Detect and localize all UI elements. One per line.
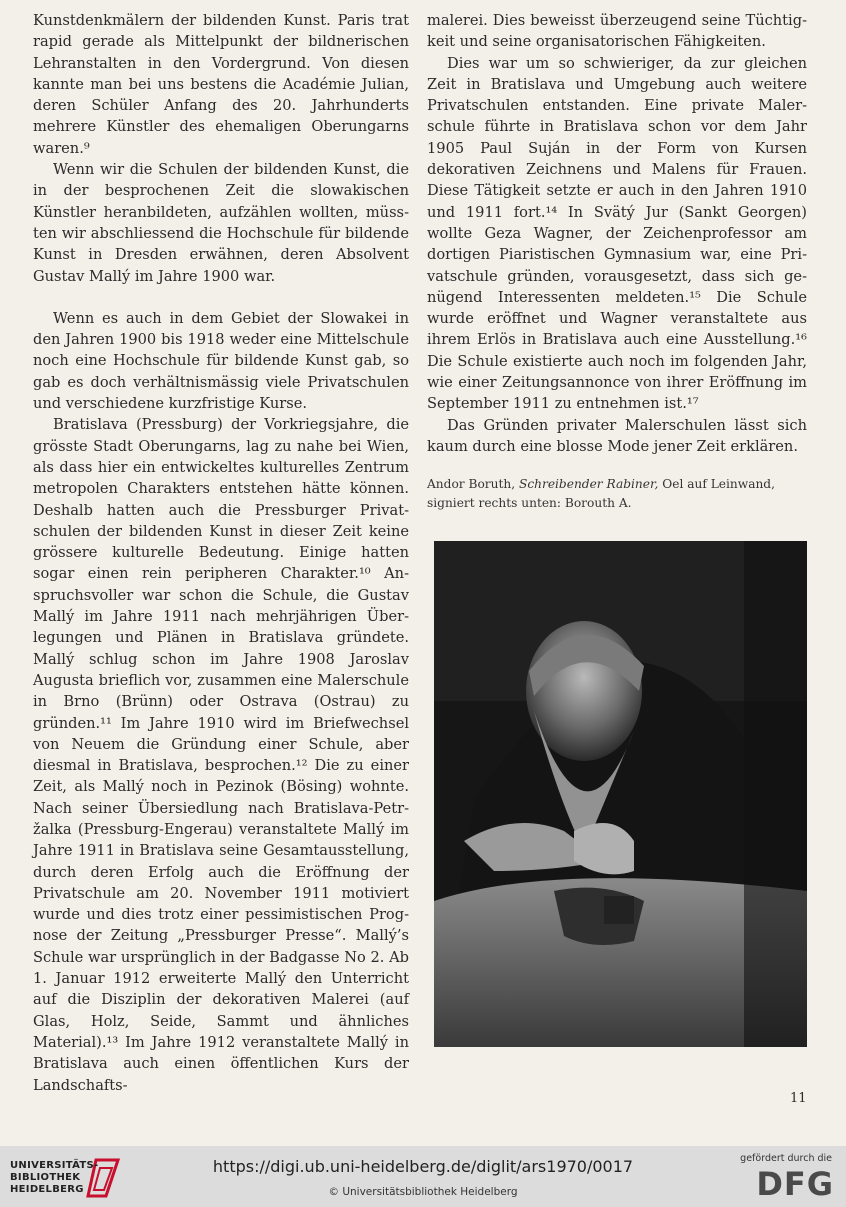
paragraph: Dies war um so schwieriger, da zur gleichen Zeit in Bratislava und Umgebung auch weitere Privatschulen entstanden. Eine private Malerschule führte in Bratislava schon vor dem Jahr 1905 Paul Suján in der Form von Kursen dekorativen Zeichnens und Malens für Frauen. Diese Tätigkeit setzte er auch in den Jahren 1910 und 1911 fort.¹⁴ In Svätý Jur (Sankt Georgen) wollte Geza Wagner, der Zeichenprofessor am dortigen Piaristischen Gymnasium war, eine Privatschule gründen, vorausgesetzt, dass sich genügend Interessenten meldeten.¹⁵ Die Schule wurde eröffnet und Wagner veranstaltete aus ihrem Erlös in Bratislava auch eine Ausstellung.¹⁶ Die Schule existierte auch noch im folgenden Jahr, wie einer Zeitungsannonce von ihrer Eröffnung im September 1911 zu entnehmen ist.¹⁷ (427, 54, 807, 413)
paragraph: malerei. Dies beweisst überzeugend seine Tüchtigkeit und seine organisatorischen Fähigkeiten. (427, 12, 807, 51)
paragraph: Wenn es auch in dem Gebiet der Slowakei in den Jahren 1900 bis 1918 weder eine Mittelschule noch eine Hochschule für bildende Kunst gab, so gab es doch verhältnismässig viele Privatschulen und verschiedene kurzfristige Kurse. (33, 309, 409, 413)
permalink-url[interactable]: https://digi.ub.uni-heidelberg.de/diglit/ars1970/0017 (212, 1157, 634, 1176)
caption-details: Oel auf Leinwand, signiert rechts unten: Borouth A. (427, 477, 775, 511)
caption-title: Schreibender Rabiner, (518, 477, 659, 492)
dfg-logo[interactable]: DFG (756, 1165, 834, 1203)
caption-author: Andor Boruth, (427, 477, 519, 492)
paragraph: Wenn wir die Schulen der bildenden Kunst, die in der besprochenen Zeit die slowakischen Künstler heranbildeten, aufzählen wollten, müssten wir abschliessend die Hochschule für bildende Kunst in Dresden erwähnen, deren Absolvent Gustav Mallý im Jahre 1900 war. (33, 161, 409, 285)
university-name: UNIVERSITÄTS- BIBLIOTHEK HEIDELBERG (10, 1160, 99, 1195)
right-column (427, 10, 807, 513)
page-number: 11 (790, 1091, 807, 1106)
figure-caption (427, 475, 807, 513)
copyright-notice: © Universitätsbibliothek Heidelberg (328, 1186, 518, 1198)
painting-image (434, 541, 807, 1047)
footer-bar (0, 1146, 846, 1207)
funding-caption: gefördert durch die (740, 1153, 832, 1164)
left-column (33, 10, 409, 1096)
paragraph: Kunstdenkmälern der bildenden Kunst. Paris trat rapid gerade als Mittelpunkt der bildnerischen Lehranstalten in den Vordergrund. Von diesen kannte man bei uns bestens die Académie Julian, deren Schüler Anfang des 20. Jahrhunderts mehrere Künstler des ehemaligen Oberungarns waren.⁹ (33, 12, 409, 157)
paragraph: Bratislava (Pressburg) der Vorkriegsjahre, die grösste Stadt Oberungarns, lag zu nahe bei Wien, als dass hier ein entwickeltes kulturelles Zentrum metropolen Charakters entstehen hätte können. Deshalb hatten auch die Pressburger Privatschulen der bildenden Kunst in dieser Zeit keine grössere kulturelle Bedeutung. Einige hatten sogar einen rein peripheren Charakter.¹⁰ Anspruchsvoller war schon die Schule, die Gustav Mallý im Jahre 1911 nach mehrjährigen Überlegungen und Plänen in Bratislava gründete. Mallý schlug schon im Jahre 1908 Jaroslav Augusta brieflich vor, zusammen eine Malerschule in Brno (Brünn) oder Ostrava (Ostrau) zu gründen.¹¹ Im Jahre 1910 wird im Briefwechsel von Neuem die Gründung einer Schule, aber diesmal in Bratislava, besprochen.¹² Die zu einer Zeit, als Mallý noch in Pezinok (Bösing) wohnte. Nach seiner Übersiedlung nach Bratislava-Petržalka (Pressburg-Engerau) veranstaltete Mallý im Jahre 1911 in Bratislava seine Gesamtausstellung, durch deren Erfolg auch die Eröffnung der Privatschule am 20. November 1911 motiviert wurde und dies trotz einer pessimistischen Prognose der Zeitung „Pressburger Presse“. Mallý’s Schule war ursprünglich in der Badgasse No 2. Ab 1. Januar 1912 erweiterte Mallý den Unterricht auf die Disziplin der dekorativen Malerei (auf Glas, Holz, Seide, Sammt und ähnliches Material).¹³ Im Jahre 1912 veranstaltete Mallý in Bratislava auch einen öffentlichen Kurs der Landschafts- (33, 416, 409, 1094)
paragraph: Das Gründen privater Malerschulen lässt sich kaum durch eine blosse Mode jener Zeit erklären. (427, 416, 807, 455)
